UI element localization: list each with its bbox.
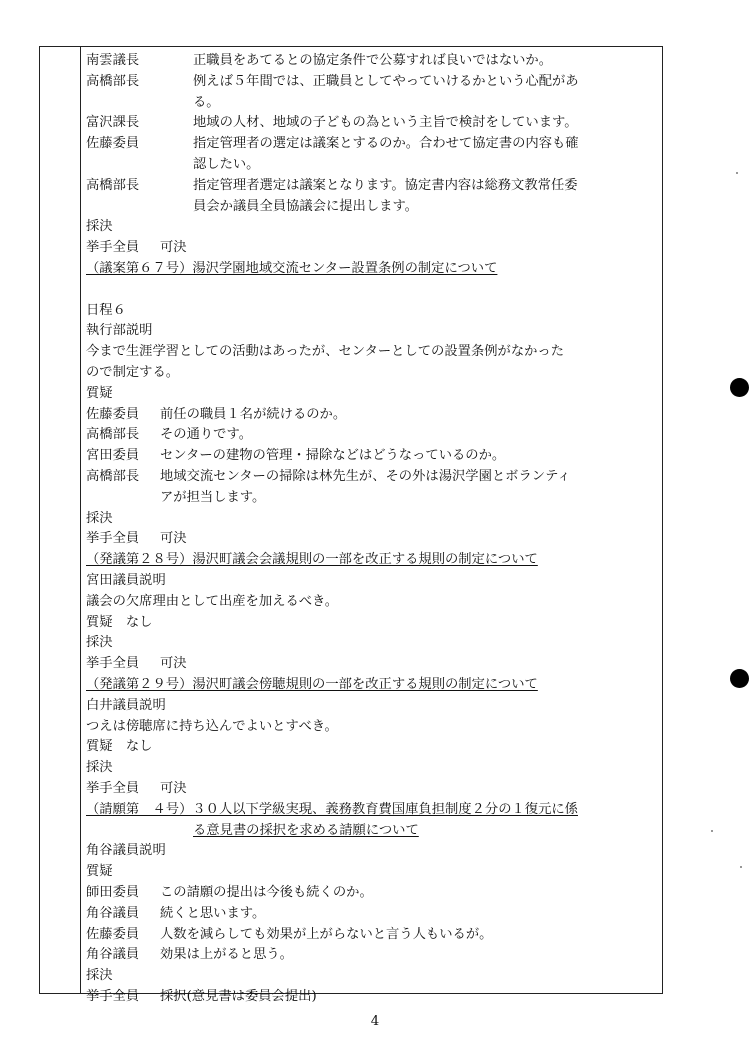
statement-text: つえは傍聴席に持ち込んでよいとすべき。	[86, 718, 338, 734]
agenda-item-heading: （発議第２８号）湯沢町議会会議規則の一部を改正する規則の制定について	[86, 552, 538, 568]
statement-text: 採決	[86, 968, 113, 984]
table-column-divider	[80, 46, 81, 994]
statement-text: 認したい。	[193, 157, 260, 172]
statement-text: この請願の提出は今後も続くのか。	[160, 885, 373, 900]
page-number: 4	[370, 1014, 380, 1029]
speaker-label: 高橋部長	[86, 177, 140, 193]
speaker-label: 挙手全員	[86, 989, 140, 1004]
statement-text: 採択(意見書は委員会提出)	[160, 989, 317, 1004]
speaker-label: 佐藤委員	[86, 406, 140, 422]
statement-text: 可決	[160, 781, 187, 796]
statement-text: 前任の職員１名が続けるのか。	[160, 406, 347, 422]
statement-text: 宮田議員説明	[86, 573, 166, 588]
statement-text: 地域の人材、地域の子どもの為という主旨で検討をしています。	[193, 115, 578, 131]
agenda-item-heading: （請願第 ４号）３０人以下学級実現、義務教育費国庫負担制度２分の１復元に係	[86, 801, 578, 817]
statement-text: 続くと思います。	[160, 905, 266, 921]
scan-speck	[711, 830, 713, 832]
statement-text: アが担当します。	[160, 489, 266, 505]
statement-text: 正職員をあてるとの協定条件で公募すれば良いではないか。	[193, 53, 553, 68]
statement-text: 採決	[86, 760, 113, 776]
statement-text: 採決	[86, 219, 113, 235]
statement-text: 地域交流センターの掃除は林先生が、その外は湯沢学園とボランティ	[160, 469, 571, 484]
statement-text: 執行部説明	[86, 323, 153, 339]
statement-text: 日程６	[86, 302, 126, 318]
scan-speck	[740, 866, 742, 868]
statement-text: 採決	[86, 635, 113, 651]
speaker-label: 高橋部長	[86, 73, 140, 89]
statement-text: センターの建物の管理・掃除などはどうなっているのか。	[160, 448, 506, 464]
statement-text: 可決	[160, 531, 187, 547]
speaker-label: 佐藤委員	[86, 926, 140, 942]
statement-text: 可決	[160, 656, 187, 672]
speaker-label: 南雲議長	[86, 53, 140, 68]
statement-text: その通りです。	[160, 427, 253, 443]
speaker-label: 角谷議員	[86, 947, 140, 963]
statement-text: 質疑 なし	[86, 614, 153, 630]
speaker-label: 富沢課長	[86, 115, 140, 131]
statement-text: 効果は上がると思う。	[160, 947, 293, 963]
speaker-label: 挙手全員	[86, 531, 140, 547]
statement-text: 員会か議員全員協議会に提出します。	[193, 198, 418, 214]
statement-text: 例えば５年間では、正職員としてやっていけるかという心配があ	[193, 73, 579, 89]
binder-hole-top	[730, 378, 749, 397]
speaker-label: 角谷議員	[86, 905, 140, 921]
statement-text: 白井議員説明	[86, 697, 166, 713]
statement-text: 質疑 なし	[86, 739, 153, 755]
statement-text: 質疑	[86, 385, 113, 401]
agenda-item-heading: （議案第６７号）湯沢学園地域交流センター設置条例の制定について	[86, 261, 498, 276]
statement-text: 採決	[86, 510, 113, 526]
speaker-label: 佐藤委員	[86, 136, 140, 152]
statement-text: 今まで生涯学習としての活動はあったが、センターとしての設置条例がなかった	[86, 344, 565, 360]
speaker-label: 挙手全員	[86, 240, 140, 256]
speaker-label: 高橋部長	[86, 469, 140, 484]
agenda-item-heading: （発議第２９号）湯沢町議会傍聴規則の一部を改正する規則の制定について	[86, 677, 538, 692]
statement-text: 可決	[160, 240, 187, 256]
statement-text: 人数を減らしても効果が上がらないと言う人もいるが。	[160, 926, 493, 942]
speaker-label: 高橋部長	[86, 427, 140, 443]
statement-text: 指定管理者選定は議案となります。協定書内容は総務文教常任委	[193, 177, 578, 193]
speaker-label: 挙手全員	[86, 781, 140, 796]
statement-text: 角谷議員説明	[86, 843, 166, 859]
agenda-item-heading: る意見書の採択を求める請願について	[193, 822, 419, 838]
statement-text: ので制定する。	[86, 365, 180, 380]
scan-speck	[736, 172, 738, 174]
statement-text: 指定管理者の選定は議案とするのか。合わせて協定書の内容も確	[193, 136, 579, 152]
speaker-label: 宮田委員	[86, 448, 140, 464]
statement-text: る。	[193, 94, 220, 110]
speaker-label: 師田委員	[86, 885, 140, 900]
statement-text: 質疑	[86, 864, 113, 880]
statement-text: 議会の欠席理由として出産を加えるべき。	[86, 593, 339, 609]
speaker-label: 挙手全員	[86, 656, 140, 672]
binder-hole-bottom	[730, 669, 749, 688]
